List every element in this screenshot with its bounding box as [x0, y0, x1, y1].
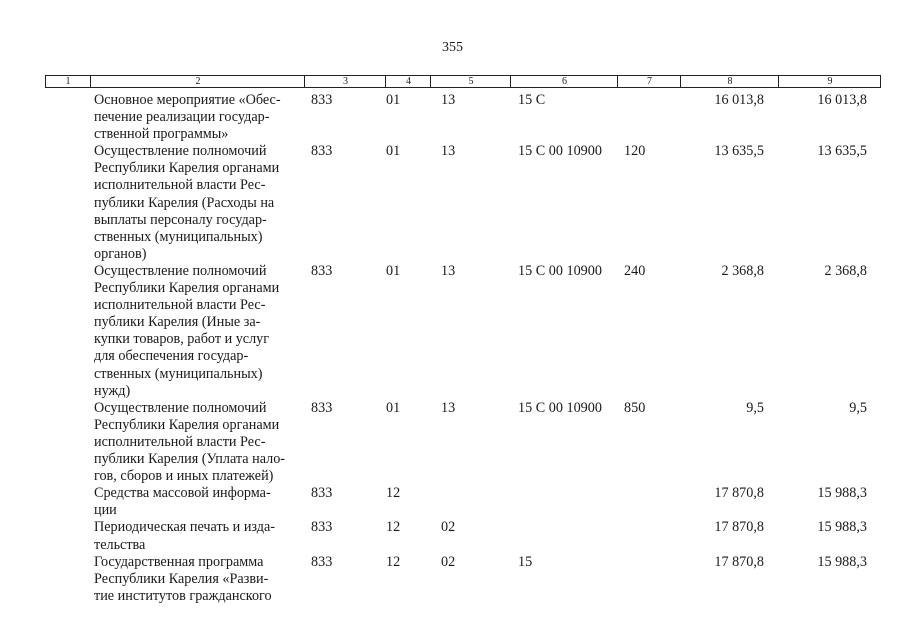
row-name-line: тельства: [94, 536, 146, 553]
row-name-line: органов): [94, 245, 147, 262]
table-body: [0, 92, 905, 605]
row-name-line: купки товаров, работ и услуг: [94, 331, 270, 348]
cell-col-4: 12: [386, 553, 401, 570]
cell-col-5: 13: [441, 399, 456, 416]
cell-col-8: 13 635,5: [714, 143, 764, 160]
cell-col-9: 15 988,3: [817, 553, 867, 570]
row-name: [94, 143, 306, 263]
row-name-line: исполнительной власти Рес-: [94, 433, 266, 450]
cell-col-9: 16 013,8: [817, 92, 867, 108]
row-name: [94, 485, 306, 519]
cell-col-3: 833: [311, 519, 333, 536]
cell-col-9: 2 368,8: [824, 262, 867, 279]
row-name: [94, 400, 306, 485]
row-name-line: Осуществление полномочий: [94, 399, 267, 416]
cell-col-9: 13 635,5: [817, 143, 867, 160]
header-col-6: 6: [510, 76, 618, 87]
cell-col-4: 01: [386, 92, 401, 108]
row-name-line: Республики Карелия органами: [94, 160, 280, 177]
row-name-line: ственных (муниципальных): [94, 365, 263, 382]
header-col-3: 3: [304, 76, 386, 87]
row-name-line: ственной программы»: [94, 126, 229, 143]
row-name: [94, 519, 306, 553]
cell-col-8: 9,5: [746, 399, 764, 416]
cell-col-8: 17 870,8: [714, 553, 764, 570]
cell-col-6: 15 С 00 10900: [518, 399, 602, 416]
row-name-line: Республики Карелия органами: [94, 416, 280, 433]
row-name-line: нужд): [94, 382, 131, 399]
cell-col-5: 13: [441, 262, 456, 279]
row-name-line: выплаты персоналу государ-: [94, 211, 267, 228]
table-row: [0, 400, 905, 486]
row-name-line: для обеспечения государ-: [94, 348, 249, 365]
cell-col-6: 15: [518, 553, 533, 570]
cell-col-9: 15 988,3: [817, 485, 867, 502]
cell-col-9: 15 988,3: [817, 519, 867, 536]
row-name-line: Осуществление полномочий: [94, 262, 267, 279]
table-row: [0, 554, 905, 605]
header-col-5: 5: [430, 76, 511, 87]
header-col-2: 2: [90, 76, 305, 87]
row-name-line: Государственная программа: [94, 553, 264, 570]
row-name-line: публики Карелия (Иные за-: [94, 314, 261, 331]
table-header: [45, 75, 881, 88]
cell-col-4: 01: [386, 262, 401, 279]
row-name-line: Средства массовой информа-: [94, 485, 271, 502]
header-col-9: 9: [778, 76, 881, 87]
cell-col-5: 02: [441, 553, 456, 570]
row-name-line: ции: [94, 502, 117, 519]
header-col-7: 7: [617, 76, 681, 87]
page-number: 355: [442, 40, 463, 55]
table-row: [0, 263, 905, 400]
cell-col-4: 01: [386, 143, 401, 160]
cell-col-8: 17 870,8: [714, 519, 764, 536]
cell-col-3: 833: [311, 143, 333, 160]
row-name-line: Республики Карелия «Разви-: [94, 570, 269, 587]
row-name-line: печение реализации государ-: [94, 109, 270, 126]
row-name-line: публики Карелия (Уплата нало-: [94, 451, 286, 468]
row-name: [94, 92, 306, 143]
cell-col-5: 13: [441, 92, 456, 108]
row-name-line: публики Карелия (Расходы на: [94, 194, 275, 211]
row-name-line: исполнительной власти Рес-: [94, 177, 266, 194]
row-name-line: исполнительной власти Рес-: [94, 297, 266, 314]
row-name-line: Республики Карелия органами: [94, 280, 280, 297]
cell-col-4: 12: [386, 519, 401, 536]
table-row: [0, 485, 905, 519]
cell-col-7: 240: [624, 262, 646, 279]
cell-col-3: 833: [311, 485, 333, 502]
row-name-line: тие институтов гражданского: [94, 587, 272, 604]
cell-col-3: 833: [311, 92, 333, 108]
header-col-1: 1: [65, 76, 71, 87]
table-row: [0, 92, 905, 143]
row-name-line: гов, сборов и иных платежей): [94, 468, 274, 485]
cell-col-3: 833: [311, 399, 333, 416]
cell-col-7: 120: [624, 143, 646, 160]
row-name-line: Основное мероприятие «Обес-: [94, 92, 281, 108]
header-col-8: 8: [680, 76, 779, 87]
cell-col-8: 2 368,8: [721, 262, 764, 279]
cell-col-5: 13: [441, 143, 456, 160]
cell-col-6: 15 С 00 10900: [518, 143, 602, 160]
cell-col-4: 01: [386, 399, 401, 416]
cell-col-6: 15 С 00 10900: [518, 262, 602, 279]
cell-col-3: 833: [311, 553, 333, 570]
table-row: [0, 143, 905, 263]
row-name-line: Периодическая печать и изда-: [94, 519, 275, 536]
cell-col-3: 833: [311, 262, 333, 279]
row-name: [94, 554, 306, 605]
cell-col-8: 17 870,8: [714, 485, 764, 502]
cell-col-5: 02: [441, 519, 456, 536]
cell-col-8: 16 013,8: [714, 92, 764, 108]
table-row: [0, 519, 905, 553]
row-name-line: Осуществление полномочий: [94, 143, 267, 160]
header-col-4: 4: [385, 76, 431, 87]
cell-col-7: 850: [624, 399, 646, 416]
row-name-line: ственных (муниципальных): [94, 228, 263, 245]
cell-col-4: 12: [386, 485, 401, 502]
cell-col-9: 9,5: [849, 399, 867, 416]
cell-col-6: 15 С: [518, 92, 546, 108]
row-name: [94, 263, 306, 400]
